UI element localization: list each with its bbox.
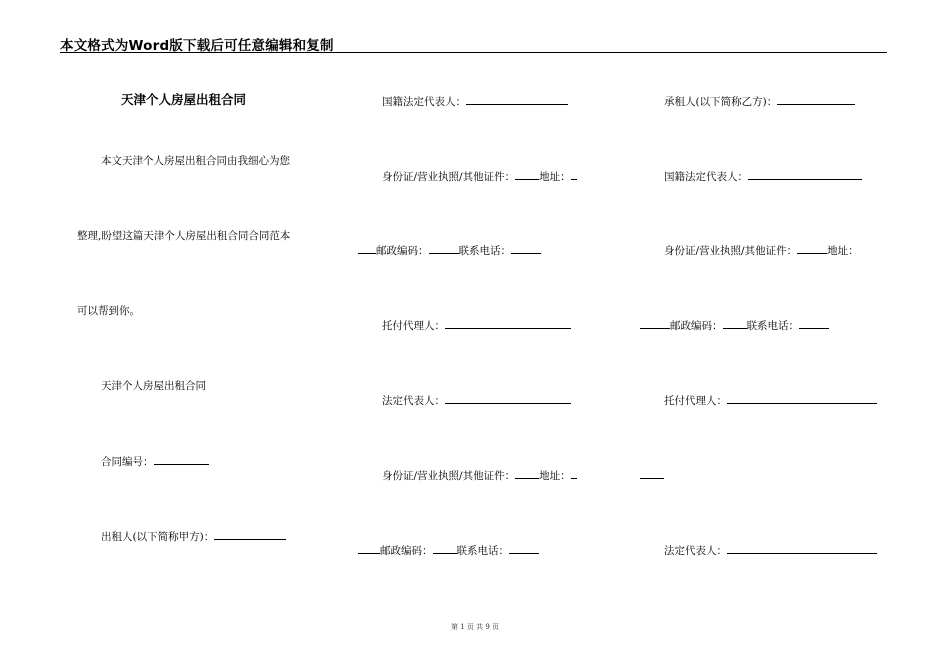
lessor-rep-blank [466,94,568,105]
lessor-blank [214,529,286,540]
lessor-phone-label: 联系电话： [458,245,511,257]
lessee-rep-blank [748,169,862,180]
lessor-postal-label: 邮政编码： [376,245,429,257]
lessor-id2-row [382,468,577,483]
lessor-id2-blank [515,468,539,479]
lessee-blank [777,94,855,105]
lessor-address2-blank [571,468,577,479]
lessor-id-row [382,169,577,184]
lessor-legal-rep-row [382,393,571,408]
lessor-legal-rep-label: 法定代表人： [382,395,445,407]
lessee-rep-row [664,169,862,184]
lessee-row [664,94,855,109]
contract-title: 天津个人房屋出租合同 [121,92,247,107]
lessee-id-row [664,243,859,258]
lessor-label: 出租人(以下简称甲方)： [101,531,215,543]
lessee-agent-row [664,393,877,408]
lessor-address2-blank-cont [358,543,380,554]
lessee-postal-blank [723,318,747,329]
intro-line-2: 整理,盼望这篇天津个人房屋出租合同合同范本 [77,230,291,242]
contract-number-label: 合同编号： [101,456,154,468]
lessee-id-label: 身份证/营业执照/其他证件： [664,245,798,257]
contract-number-row [101,454,209,469]
lessee-phone-blank [799,318,829,329]
lessor-phone2-label: 联系电话： [456,545,509,557]
lessor-agent-label: 托付代理人： [382,320,445,332]
lessor-id-blank [515,169,539,180]
lessor-phone-blank [511,243,541,254]
lessor-row [101,529,286,544]
lessor-id2-label: 身份证/营业执照/其他证件： [382,470,516,482]
contract-subtitle: 天津个人房屋出租合同 [101,380,206,392]
lessee-postal-label: 邮政编码： [670,320,723,332]
lessor-address-label: 地址： [539,171,571,183]
lessee-address-label: 地址： [827,245,859,257]
header-divider [60,52,887,53]
intro-line-3: 可以帮到你。 [77,305,140,317]
page-number: 第 1 页 共 9 页 [450,623,500,631]
lessor-agent-blank [445,318,571,329]
lessor-postal-row [358,243,541,258]
lessee-rep-label: 国籍法定代表人： [664,171,748,183]
lessor-rep-row [382,94,568,109]
contract-number-blank [154,454,209,465]
lessee-legal-rep-blank [727,543,877,554]
lessee-agent-blank [727,393,877,404]
lessee-agent-label: 托付代理人： [664,395,727,407]
lessor-address2-label: 地址： [539,470,571,482]
lessor-address-blank [571,169,577,180]
lessee-legal-rep-row [664,543,877,558]
document-header-title: 本文格式为Word版下载后可任意编辑和复制 [60,38,334,54]
lessee-legal-rep-label: 法定代表人： [664,545,727,557]
lessee-address-blank [640,318,670,329]
lessee-label: 承租人(以下简称乙方)： [664,96,778,108]
lessor-postal2-row [358,543,539,558]
lessor-agent-row [382,318,571,333]
lessor-postal2-blank [433,543,457,554]
lessee-agent-blank-cont [640,468,664,479]
lessor-rep-label: 国籍法定代表人： [382,96,466,108]
lessor-postal2-label: 邮政编码： [380,545,433,557]
intro-line-1: 本文天津个人房屋出租合同由我细心为您 [101,155,290,167]
lessor-legal-rep-blank [445,393,571,404]
lessor-id-label: 身份证/营业执照/其他证件： [382,171,516,183]
lessee-phone-label: 联系电话： [746,320,799,332]
lessee-id-blank [797,243,827,254]
lessee-blank-row [640,468,664,483]
lessor-phone2-blank [509,543,539,554]
lessor-postal-blank [429,243,459,254]
lessor-address-blank-cont [358,243,376,254]
lessee-postal-row [640,318,829,333]
